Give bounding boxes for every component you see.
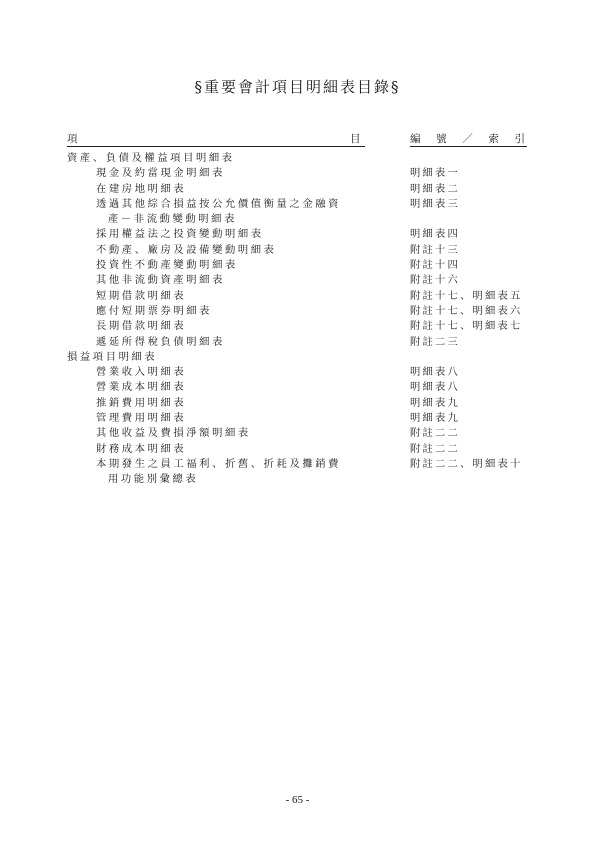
list-item-label: 用功能別彙總表 (108, 473, 199, 486)
list-item-label: 現金及約當現金明細表 (96, 167, 225, 180)
list-item-label: 推銷費用明細表 (96, 396, 187, 409)
list-item-label: 在建房地明細表 (96, 182, 187, 195)
list-item-label: 產－非流動變動明細表 (108, 213, 237, 226)
list-item (0, 455, 595, 470)
list-item-label: 短期借款明細表 (96, 289, 187, 302)
column-header-reference (410, 131, 526, 146)
list-item (0, 424, 595, 439)
list-item (0, 302, 595, 317)
list-item-label: 其他非流動資產明細表 (96, 274, 225, 287)
list-item-label: 資產、負債及權益項目明細表 (67, 152, 235, 164)
list-item (0, 241, 595, 256)
list-item-reference: 附註十六 (410, 274, 460, 287)
list-item-label: 長期借款明細表 (96, 320, 187, 333)
list-item (0, 317, 595, 332)
list-item-reference: 附註十七、明細表七 (410, 320, 523, 333)
list-item-label: 損益項目明細表 (67, 350, 158, 363)
page-number: - 65 - (285, 794, 310, 806)
list-item (0, 394, 595, 409)
list-item (0, 225, 595, 240)
list-item-label: 不動產、廠房及設備變動明細表 (96, 243, 277, 256)
list-item-label: 投資性不動產變動明細表 (96, 259, 238, 272)
list-item (0, 440, 595, 455)
column-header-char: 索 (488, 133, 500, 145)
header-underline-right (410, 146, 527, 147)
list-item (0, 271, 595, 286)
list-item (0, 287, 595, 302)
list-item-label: 管理費用明細表 (96, 412, 187, 425)
list-item-reference: 明細表八 (410, 381, 460, 394)
list-item (0, 210, 595, 225)
list-item (0, 164, 595, 179)
column-header-item: 項 (67, 133, 79, 145)
list-item-reference: 附註二二 (410, 442, 460, 455)
list-item (0, 195, 595, 210)
list-item-reference: 明細表一 (410, 167, 460, 180)
list-item-reference: 明細表九 (410, 412, 460, 425)
page-title: §重要會計項目明細表目錄§ (194, 78, 401, 96)
column-header-char: 編 (410, 133, 422, 145)
list-item-reference: 附註十四 (410, 259, 460, 272)
list-item-label: 其他收益及費損淨額明細表 (96, 427, 251, 440)
list-item-reference: 明細表二 (410, 182, 460, 195)
list-item-label: 營業收入明細表 (96, 366, 187, 379)
list-item (0, 470, 595, 485)
list-item-label: 透過其他綜合損益按公允價值衡量之金融資 (96, 197, 342, 210)
list-item-reference: 明細表三 (410, 197, 460, 210)
list-item-label: 財務成本明細表 (96, 442, 187, 455)
list-item-label: 採用權益法之投資變動明細表 (96, 228, 264, 241)
list-item-reference: 附註二二 (410, 427, 460, 440)
list-item (0, 348, 595, 363)
list-item-reference: 附註二二、明細表十 (410, 457, 523, 470)
list-item-reference: 明細表九 (410, 396, 460, 409)
table-of-contents-list (0, 149, 595, 486)
list-item-reference: 附註十七、明細表五 (410, 289, 523, 302)
list-item (0, 363, 595, 378)
list-item (0, 333, 595, 348)
list-item-label: 遞延所得稅負債明細表 (96, 335, 225, 348)
list-item-reference: 附註十三 (410, 243, 460, 256)
list-item-label: 本期發生之員工福利、折舊、折耗及攤銷費 (96, 457, 342, 470)
list-item (0, 180, 595, 195)
list-item-label: 應付短期票券明細表 (96, 304, 213, 317)
list-item-reference: 明細表四 (410, 228, 460, 241)
list-item (0, 409, 595, 424)
list-item-label: 營業成本明細表 (96, 381, 187, 394)
list-item-reference: 明細表八 (410, 366, 460, 379)
list-item-reference: 附註二三 (410, 335, 460, 348)
column-header-item-end: 目 (350, 133, 362, 145)
column-header-char: 引 (514, 133, 526, 145)
column-header-char: ／ (462, 133, 474, 145)
list-item (0, 149, 595, 164)
header-underline-left (67, 146, 365, 147)
list-item (0, 378, 595, 393)
list-item-reference: 附註十七、明細表六 (410, 304, 523, 317)
list-item (0, 256, 595, 271)
column-header-char: 號 (436, 133, 448, 145)
